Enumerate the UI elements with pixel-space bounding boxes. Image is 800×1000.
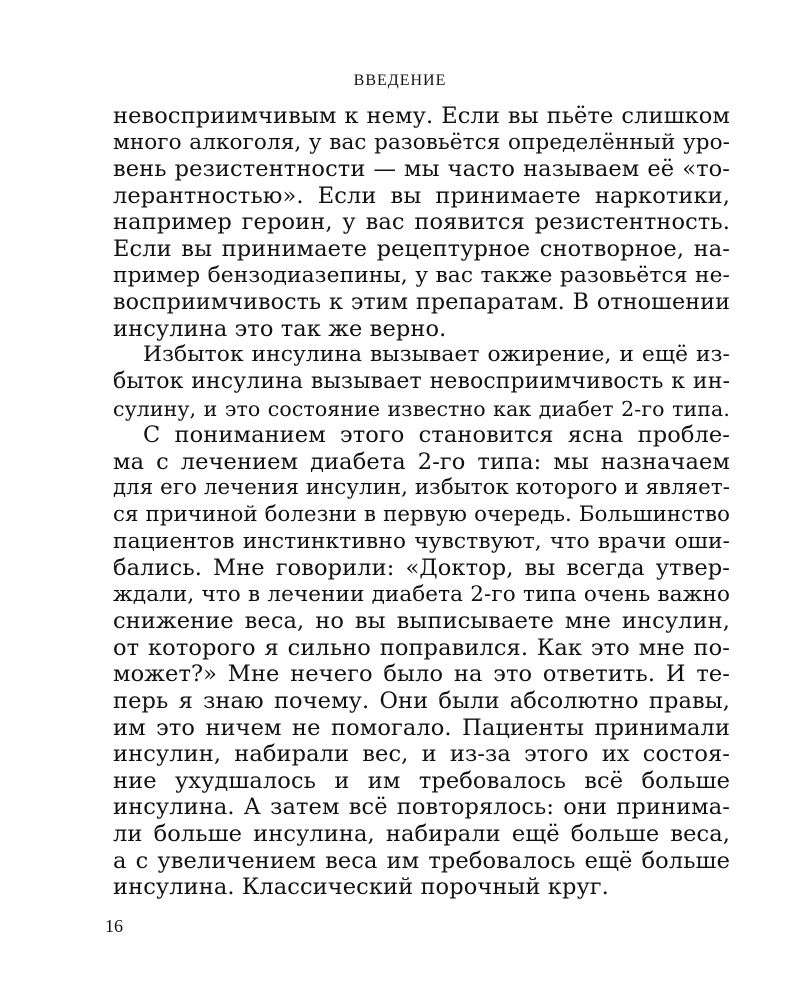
text-line: восприимчивость к этим препаратам. В отношении — [113, 289, 730, 316]
text-line: для его лечения инсулин, избыток которого и являет- — [113, 475, 730, 501]
text-line: ся причиной болезни в первую очередь. Большинство — [113, 501, 730, 527]
text-line: много алкоголя, у вас разовьётся определённый уро- — [113, 129, 730, 155]
text-line: невосприимчивым к нему. Если вы пьёте слишком — [113, 103, 730, 129]
text-line: пример бензодиазепины, у вас также разовьётся не- — [113, 262, 730, 288]
text-line: им это ничем не помогало. Пациенты принимали — [113, 714, 730, 741]
text-line: снижение веса, но вы выписываете мне инсулин, — [113, 608, 730, 635]
body-text — [113, 103, 730, 901]
text-line: например героин, у вас появится резистентность. — [113, 209, 730, 236]
text-line: может?» Мне нечего было на это ответить. И те- — [113, 661, 730, 688]
paragraph-3 — [113, 422, 730, 901]
text-line: инсулина это так же верно. — [113, 315, 447, 342]
text-line: бались. Мне говорили: «Доктор, вы всегда утвер- — [113, 555, 730, 582]
text-line: Избыток инсулина вызывает ожирение, и ещё из- — [143, 342, 730, 368]
text-line: инсулин, набирали вес, и из-за этого их состоя- — [113, 741, 730, 768]
text-line: а с увеличением веса им требовалось ещё больше — [113, 847, 730, 874]
running-head: ВВЕДЕНИЕ — [353, 72, 447, 89]
text-line: перь я знаю почему. Они были абсолютно правы, — [113, 688, 730, 715]
text-line: С пониманием этого становится ясна пробле- — [143, 422, 730, 449]
text-line: пациентов инстинктивно чувствуют, что врачи оши- — [113, 528, 730, 554]
text-line: ждали, что в лечении диабета 2-го типа очень важно — [113, 581, 730, 607]
paragraph-1 — [113, 103, 730, 342]
text-line: лерантностью». Если вы принимаете наркотики, — [113, 182, 730, 209]
text-line: от которого я сильно поправился. Как это мне по- — [113, 634, 730, 661]
text-line: быток инсулина вызывает невосприимчивость к ин- — [113, 368, 730, 394]
page-number: 16 — [105, 916, 123, 936]
text-line: инсулина. Классический порочный круг. — [113, 874, 609, 901]
text-line: ли больше инсулина, набирали ещё больше веса, — [113, 821, 730, 848]
paragraph-2 — [113, 342, 730, 422]
text-line: вень резистентности — мы часто называем её «то- — [113, 156, 730, 183]
text-line: Если вы принимаете рецептурное снотворное, на- — [113, 235, 730, 262]
text-line: сулину, и это состояние известно как диабет 2-го типа. — [113, 396, 730, 421]
text-line: ние ухудшалось и им требовалось всё больше — [113, 767, 730, 794]
text-line: инсулина. А затем всё повторялось: они принима- — [113, 794, 730, 821]
text-line: ма с лечением диабета 2-го типа: мы назначаем — [113, 448, 730, 475]
